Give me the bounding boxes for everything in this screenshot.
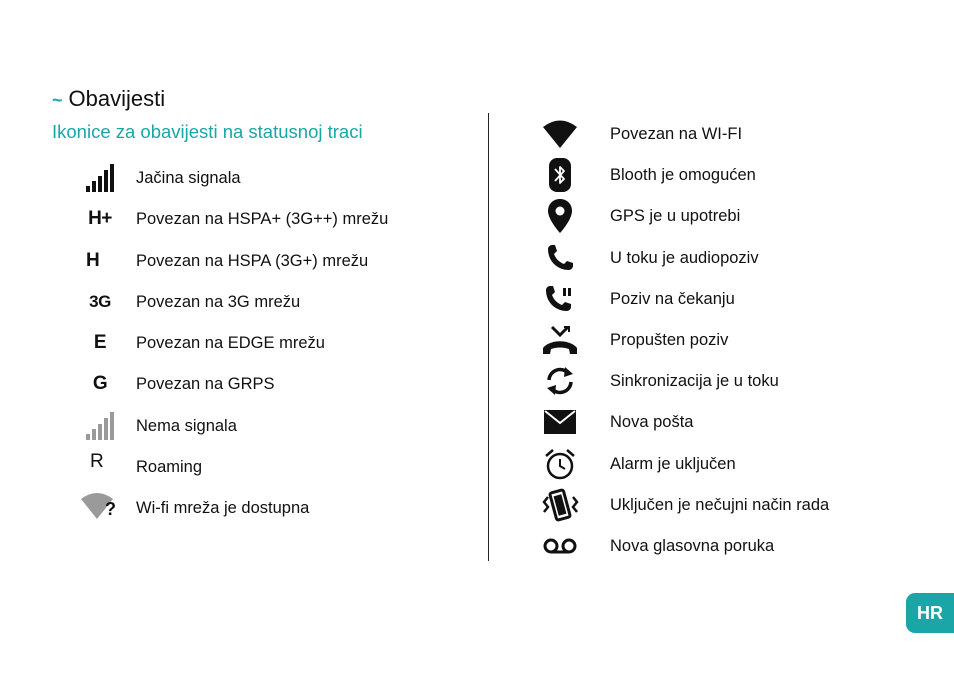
no-signal-icon — [80, 408, 120, 444]
hspa-plus-icon — [80, 201, 120, 237]
item-label: Sinkronizacija je u toku — [610, 372, 779, 390]
signal-strength-icon — [80, 160, 120, 196]
item-label: Povezan na 3G mrežu — [136, 293, 301, 311]
item-label: Povezan na HSPA (3G+) mrežu — [136, 252, 369, 270]
alarm-clock-icon — [540, 446, 580, 482]
item-label: Propušten poziv — [610, 331, 729, 349]
item-label: Povezan na EDGE mrežu — [136, 334, 325, 352]
item-label: Wi-fi mreža je dostupna — [136, 499, 310, 517]
title-text: Obavijesti — [68, 86, 166, 111]
roaming-icon — [80, 449, 120, 485]
phone-call-icon — [540, 240, 580, 276]
voicemail-icon — [540, 528, 580, 564]
item-label: Blooth je omogućen — [610, 166, 756, 184]
item-label: Jačina signala — [136, 169, 241, 187]
column-divider — [488, 113, 489, 561]
title-tilde: ~ — [52, 90, 63, 110]
item-label: Poziv na čekanju — [610, 290, 735, 308]
item-label: Alarm je uključen — [610, 455, 736, 473]
3g-icon — [80, 284, 120, 320]
gprs-text: G — [92, 373, 108, 394]
item-label: Nova glasovna poruka — [610, 537, 775, 555]
subtitle: Ikonice za obavijesti na statusnoj traci — [52, 121, 363, 142]
item-label: U toku je audiopoziv — [610, 249, 759, 267]
item-label: Povezan na GRPS — [136, 375, 275, 393]
hspa-text: H — [86, 250, 100, 271]
edge-icon — [80, 325, 120, 361]
gps-pin-icon — [540, 198, 580, 234]
language-badge: HR — [906, 593, 954, 633]
section-title — [52, 86, 165, 112]
hspa-plus-text: H+ — [88, 208, 112, 229]
hspa-icon — [80, 243, 120, 279]
bluetooth-icon — [540, 157, 580, 193]
sync-icon — [540, 363, 580, 399]
roaming-text: R — [90, 451, 104, 472]
item-label: Roaming — [136, 458, 203, 476]
vibrate-icon — [540, 487, 580, 523]
edge-text: E — [93, 332, 107, 353]
call-hold-icon — [540, 281, 580, 317]
3g-text: 3G — [89, 292, 111, 311]
item-label: Uključen je nečujni način rada — [610, 496, 830, 514]
item-label: Povezan na HSPA+ (3G++) mrežu — [136, 210, 389, 228]
item-label: GPS je u upotrebi — [610, 207, 741, 225]
gprs-icon — [80, 366, 120, 402]
question-mark: ? — [105, 499, 116, 519]
mail-icon — [540, 404, 580, 440]
wifi-icon — [540, 116, 580, 152]
wifi-available-icon — [80, 490, 120, 526]
missed-call-icon — [540, 322, 580, 358]
item-label: Povezan na WI-FI — [610, 125, 743, 143]
item-label: Nova pošta — [610, 413, 694, 431]
item-label: Nema signala — [136, 417, 237, 435]
